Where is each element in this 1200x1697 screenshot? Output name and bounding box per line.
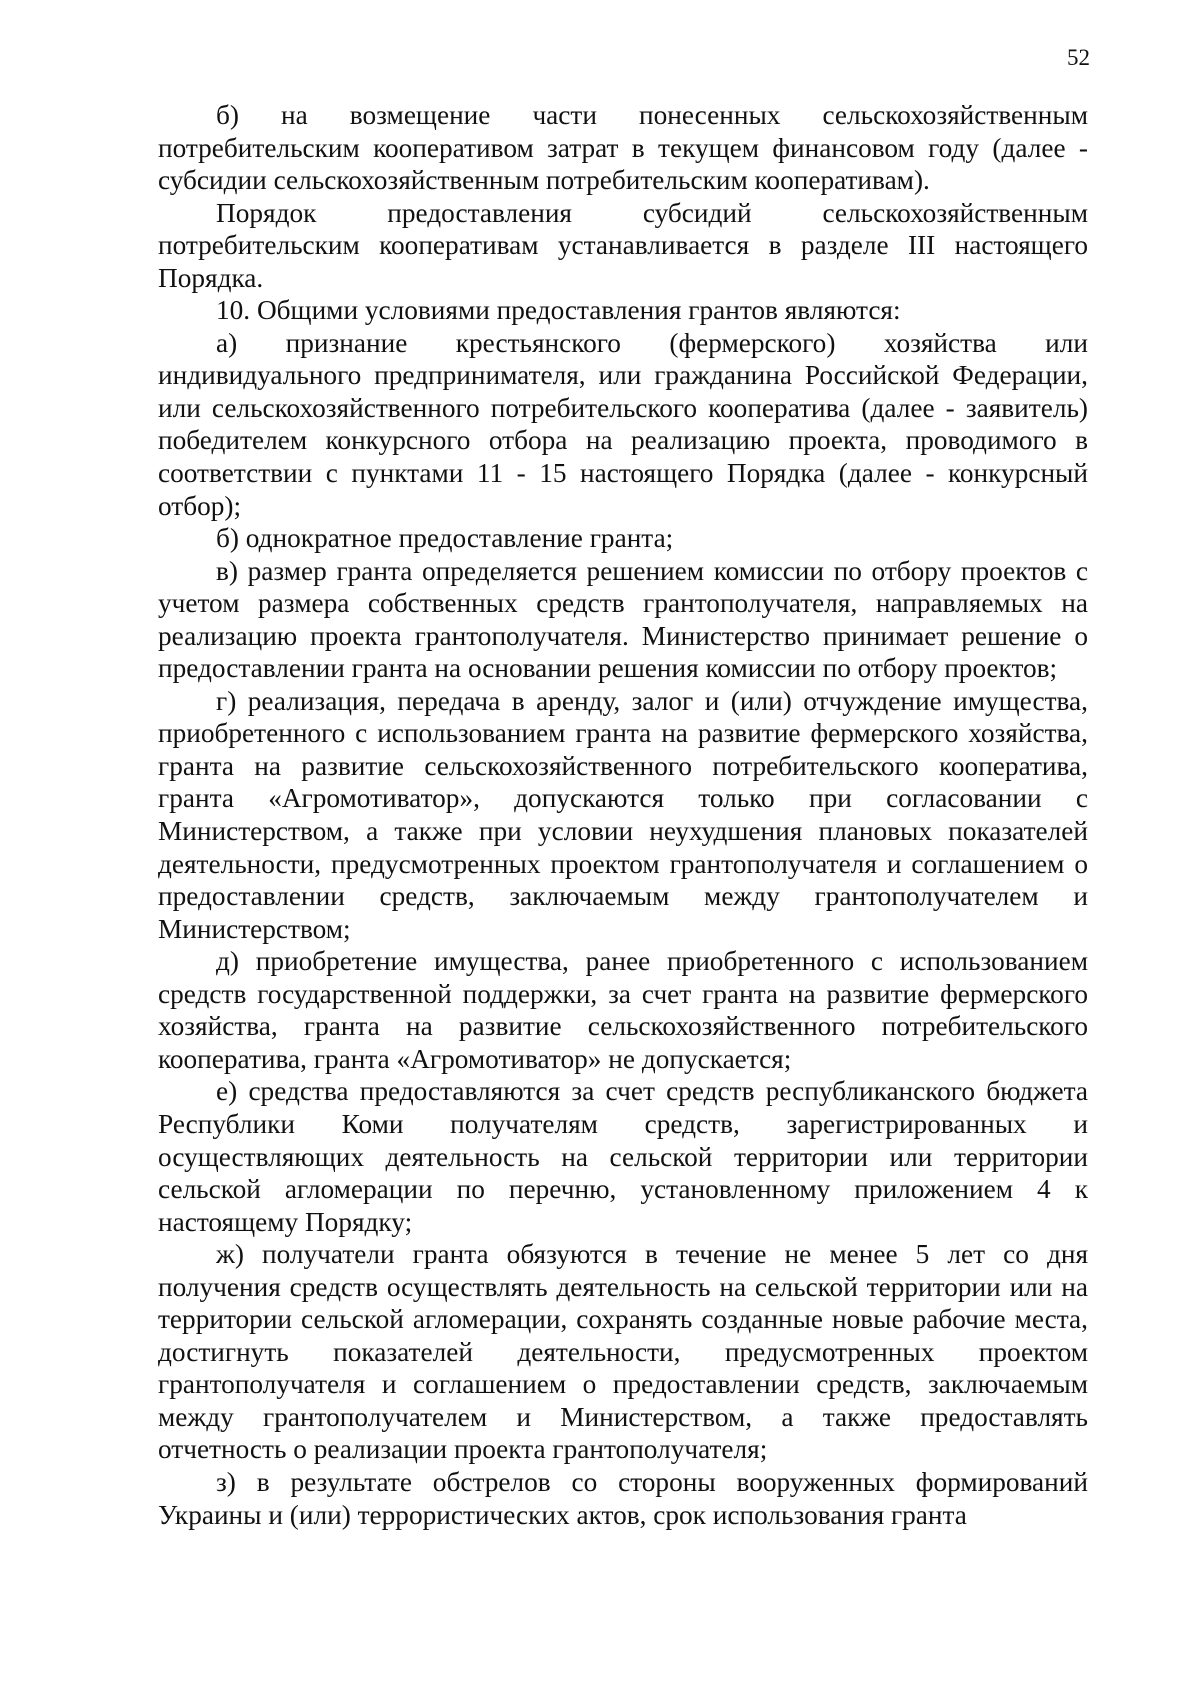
paragraph-z-shelling: з) в результате обстрелов со стороны вооруженных формирований Украины и (или) террористических актов, срок использования гранта (158, 1466, 1088, 1530)
paragraph-b-one-time: б) однократное предоставление гранта; (216, 523, 674, 554)
document-body (158, 99, 1088, 1531)
paragraph-10-general-conditions: 10. Общими условиями предоставления грантов являются: (216, 295, 901, 326)
paragraph-d-property-acquisition: д) приобретение имущества, ранее приобретенного с использованием средств государственной поддержки, за счет гранта на развитие фермерского хозяйства, гранта на развитие сельскохозяйственного потребительского кооператива, гранта «Агромотиватор» не допускается; (158, 946, 1088, 1074)
paragraph-zh-obligations: ж) получатели гранта обязуются в течение не менее 5 лет со дня получения средств осуществлять деятельность на сельской территории или на территории сельской агломерации, сохранять созданные новые рабочие места, достигнуть показателей деятельности, предусмотренных проектом грантополучателя и соглашением о предоставлении средств, заключаемым между грантополучателем и Министерством, а также предоставлять отчетность о реализации проекта грантополучателя; (158, 1239, 1088, 1465)
paragraph-g-property-disposal: г) реализация, передача в аренду, залог и (или) отчуждение имущества, приобретенного с использованием гранта на развитие фермерского хозяйства, гранта на развитие сельскохозяйственного потребительского кооператива, гранта «Агромотиватор», допускаются только при согласовании с Министерством, а также при условии неухудшения плановых показателей деятельности, предусмотренных проектом грантополучателя и соглашением о предоставлении средств, заключаемым между грантополучателем и Министерством; (158, 685, 1088, 944)
paragraph-v-grant-size: в) размер гранта определяется решением комиссии по отбору проектов с учетом размера собственных средств грантополучателя, направляемых на реализацию проекта грантополучателя. Министерство принимает решение о предоставлении гранта на основании решения комиссии по отбору проектов; (158, 555, 1088, 684)
paragraph-e-funding-source: е) средства предоставляются за счет средств республиканского бюджета Республики Коми получателям средств, зарегистрированных и осуществляющих деятельность на сельской территории или территории сельской агломерации по перечню, установленному приложением 4 к настоящему Порядку; (158, 1076, 1088, 1237)
page-number: 52 (1067, 45, 1090, 70)
paragraph-subsidy-procedure: Порядок предоставления субсидий сельскохозяйственным потребительским кооперативам устанавливается в разделе III настоящего Порядка. (158, 197, 1088, 293)
paragraph-b-reimbursement: б) на возмещение части понесенных сельскохозяйственным потребительским кооперативом затрат в текущем финансовом году (далее - субсидии сельскохозяйственным потребительским кооперативам). (158, 100, 1088, 196)
paragraph-a-recognition: а) признание крестьянского (фермерского) хозяйства или индивидуального предпринимателя, или гражданина Российской Федерации, или сельскохозяйственного потребительского кооператива (далее - заявитель) победителем конкурсного отбора на реализацию проекта, проводимого в соответствии с пунктами 11 - 15 настоящего Порядка (далее - конкурсный отбор); (158, 327, 1088, 521)
